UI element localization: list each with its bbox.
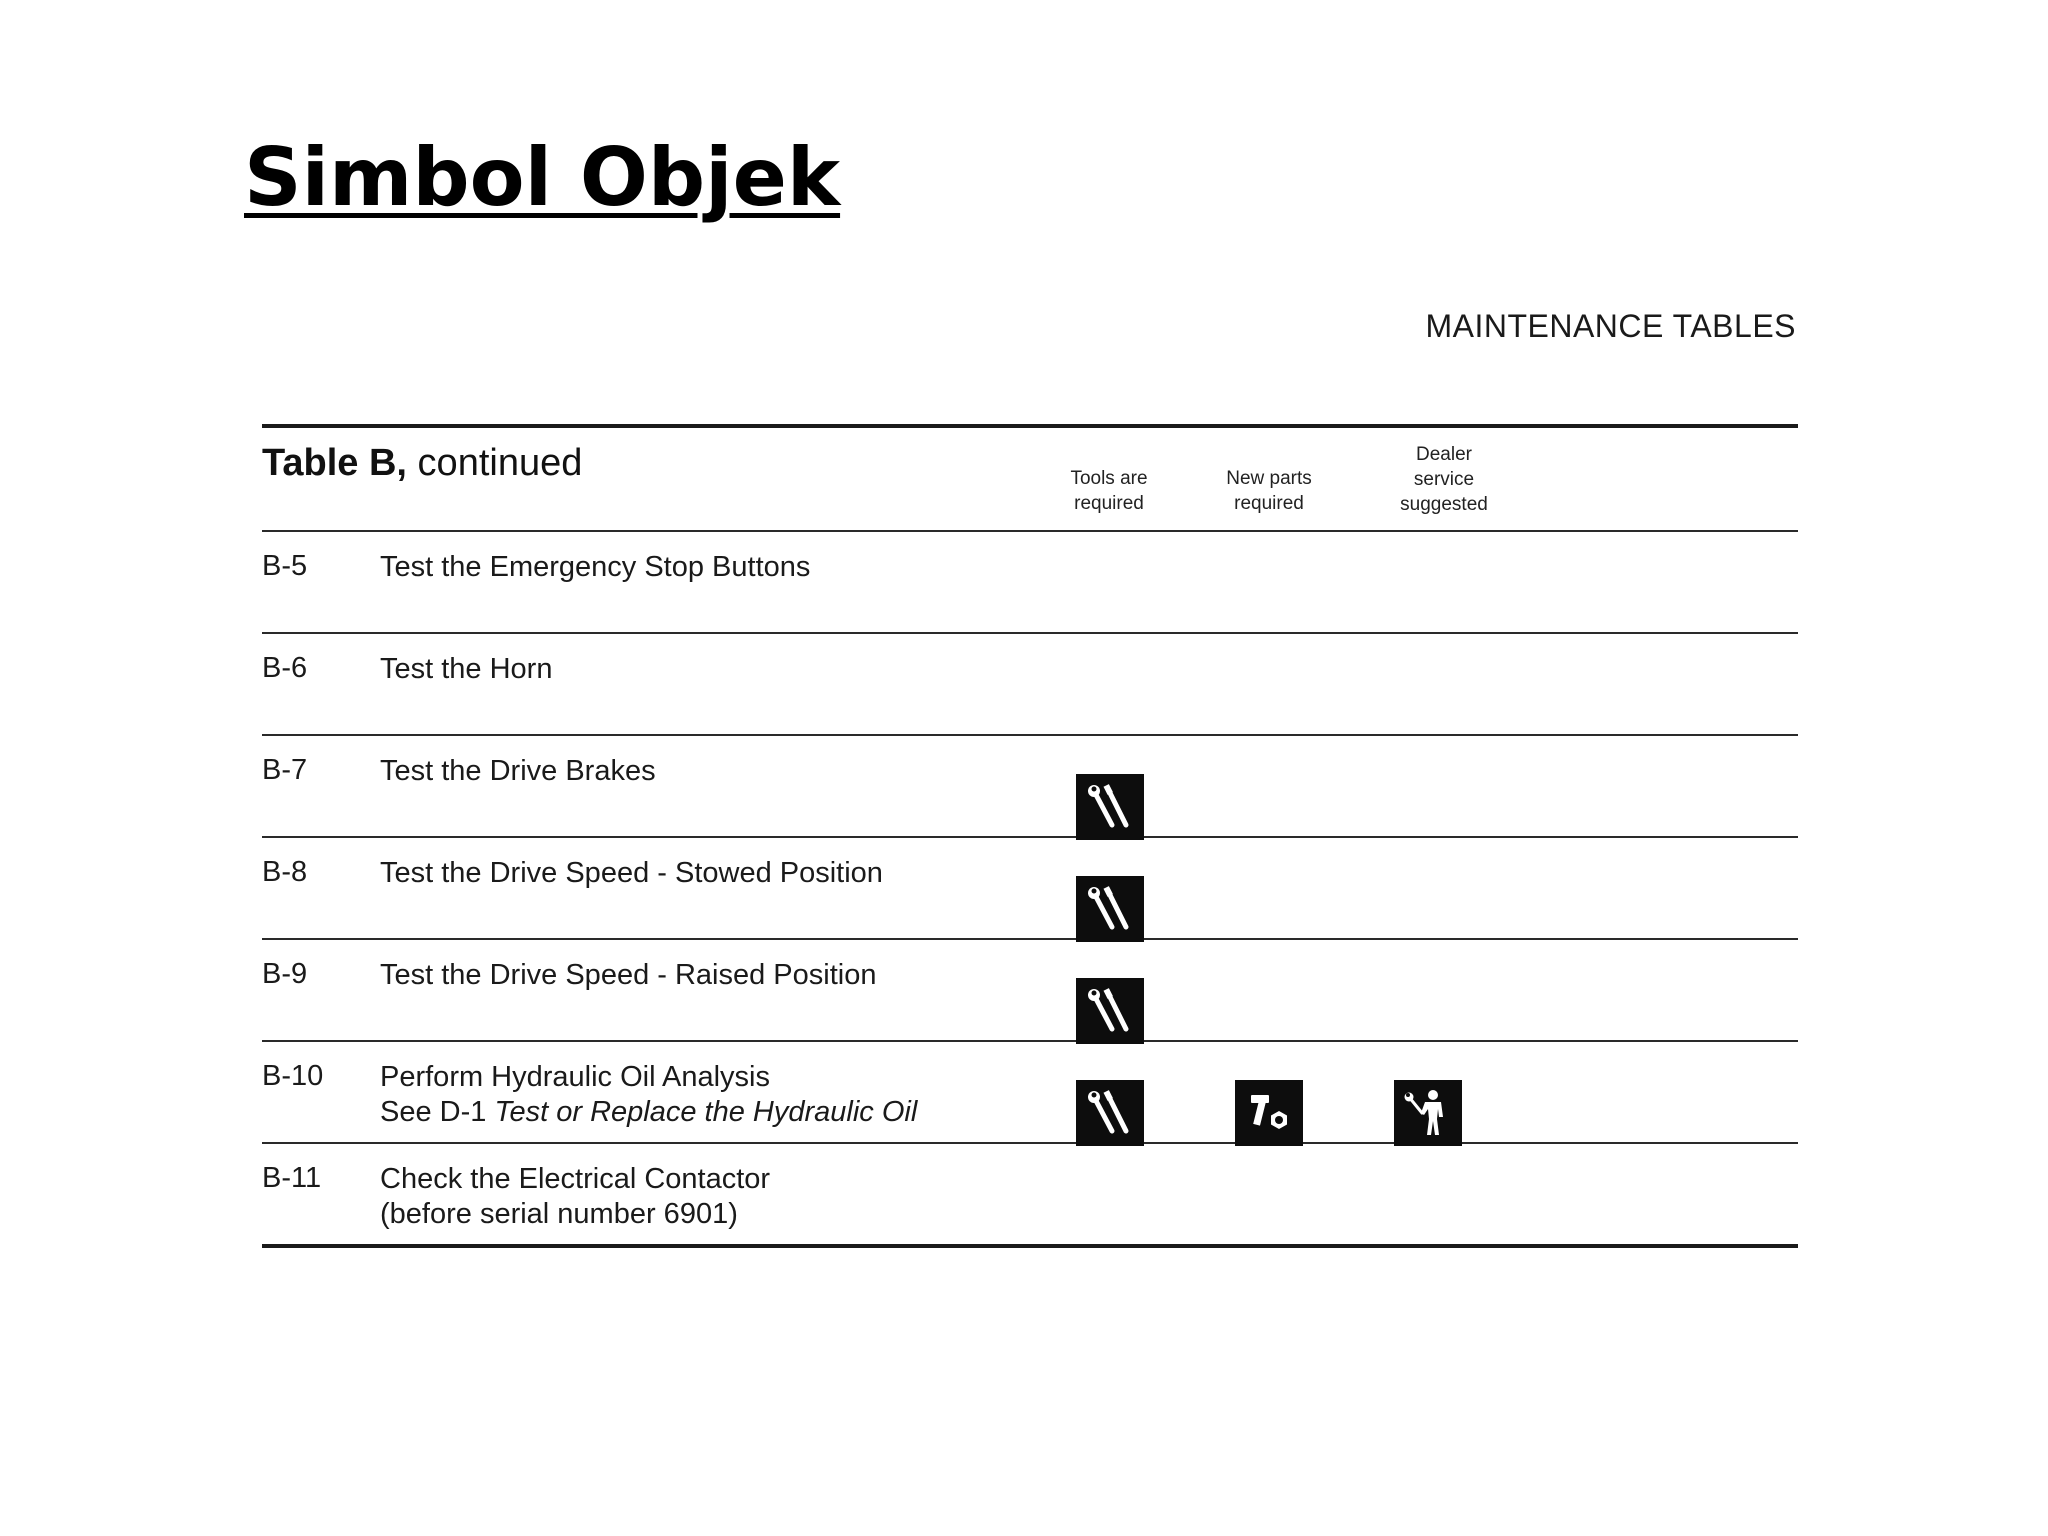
row-id: B-11 [262, 1162, 322, 1194]
maintenance-table [262, 424, 1798, 1248]
row-id: B-7 [262, 754, 308, 786]
table-title-rest: continued [407, 442, 583, 484]
row-description-line: Check the Electrical Contactor [380, 1163, 771, 1195]
row-description [380, 550, 810, 585]
wrench-screwdriver-icon [1076, 876, 1144, 942]
table-row [262, 634, 1798, 734]
row-description-line: (before serial number 6901) [380, 1198, 738, 1230]
row-description [380, 958, 876, 993]
slide-title: Simbol Objek [244, 131, 841, 224]
column-header-parts-line: required [1234, 493, 1304, 514]
section-header: MAINTENANCE TABLES [1425, 308, 1796, 344]
column-header-tools-line: Tools are [1070, 468, 1148, 489]
column-header-parts-line: New parts [1226, 468, 1312, 489]
column-header-parts [1204, 466, 1334, 516]
row-description-line: Test the Horn [380, 653, 553, 685]
column-header-dealer-line: service [1413, 469, 1475, 490]
row-description [380, 652, 552, 687]
row-description [380, 754, 656, 789]
table-title [262, 442, 582, 485]
row-description-line: Test the Drive Speed - Raised Position [380, 959, 877, 991]
row-id: B-5 [262, 550, 308, 582]
row-description-line: Perform Hydraulic Oil Analysis [380, 1061, 770, 1093]
row-id: B-8 [262, 856, 308, 888]
column-header-dealer-line: Dealer [1416, 444, 1472, 465]
column-header-tools-line: required [1074, 493, 1144, 514]
wrench-screwdriver-icon [1076, 978, 1144, 1044]
table-head [262, 428, 1798, 530]
column-header-dealer [1379, 442, 1509, 517]
row-description-line [380, 1095, 917, 1130]
bolt-nut-icon [1235, 1080, 1303, 1146]
table-bottom-rule [262, 1244, 1798, 1248]
row-description [380, 1162, 770, 1232]
row-id: B-10 [262, 1060, 324, 1092]
row-description [380, 1060, 917, 1130]
column-header-tools [1044, 466, 1174, 516]
row-description [380, 856, 883, 891]
wrench-screwdriver-icon [1076, 1080, 1144, 1146]
row-id: B-6 [262, 652, 308, 684]
table-title-bold: Table B, [262, 442, 407, 484]
table-row [262, 736, 1798, 836]
table-row [262, 838, 1798, 938]
table-row [262, 532, 1798, 632]
row-id: B-9 [262, 958, 308, 990]
row-description-line: Test the Drive Speed - Stowed Position [380, 857, 883, 889]
row-description-line: Test the Drive Brakes [380, 755, 656, 787]
column-header-dealer-line: suggested [1400, 494, 1488, 515]
row-reference-prefix: See D-1 [380, 1096, 495, 1128]
wrench-screwdriver-icon [1076, 774, 1144, 840]
table-row [262, 1144, 1798, 1244]
row-reference-title: Test or Replace the Hydraulic Oil [494, 1096, 918, 1128]
table-row [262, 1042, 1798, 1142]
mechanic-icon [1394, 1080, 1462, 1146]
row-description-line: Test the Emergency Stop Buttons [380, 551, 811, 583]
table-row [262, 940, 1798, 1040]
